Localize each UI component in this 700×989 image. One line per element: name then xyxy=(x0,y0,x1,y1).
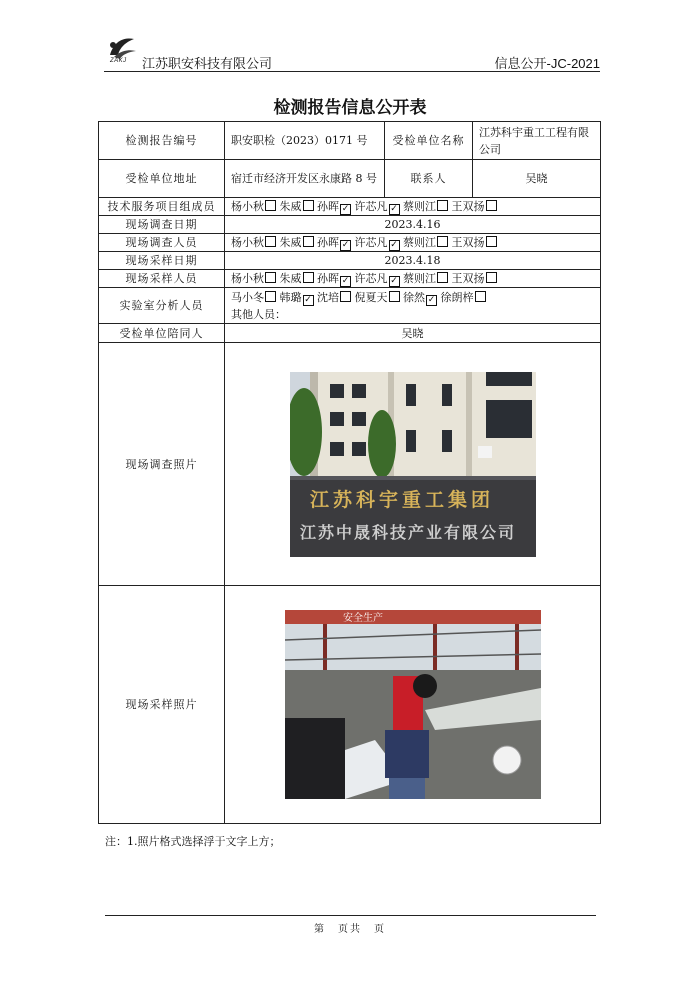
escort-label: 受检单位陪同人 xyxy=(99,324,225,343)
table-row xyxy=(99,160,601,198)
document-id: 信息公开-JC-2021 xyxy=(494,56,600,71)
table-row xyxy=(99,234,601,252)
survey-date-value: 2023.4.16 xyxy=(225,216,601,234)
report-no-label: 检测报告编号 xyxy=(99,122,225,160)
page-title: 检测报告信息公开表 xyxy=(273,98,427,118)
page-footer: 第 页共 页 xyxy=(314,924,386,935)
staff-name: 杨小秋 xyxy=(231,236,264,249)
staff-name: 朱威 xyxy=(279,272,302,285)
staff-name: 王双扬 xyxy=(451,272,485,285)
sample-photo-label: 现场采样照片 xyxy=(99,586,225,824)
staff-name: 马小冬 xyxy=(231,290,264,304)
survey-date-label: 现场调查日期 xyxy=(99,216,225,234)
empty-box-icon xyxy=(265,236,276,247)
table-row xyxy=(99,343,601,586)
table-row xyxy=(99,122,601,160)
checked-box-icon: ✓ xyxy=(304,294,312,305)
staff-name: 杨小秋 xyxy=(231,200,264,213)
contact-value: 吴晓 xyxy=(473,160,601,198)
footer-rule xyxy=(105,915,596,916)
empty-box-icon xyxy=(486,272,497,283)
staff-name: 倪夏天 xyxy=(354,290,388,304)
empty-box-icon xyxy=(486,236,497,247)
checked-box-icon: ✓ xyxy=(341,276,350,286)
staff-name: 朱威 xyxy=(279,200,302,213)
staff-name: 杨小秋 xyxy=(231,272,264,285)
empty-box-icon xyxy=(340,291,351,302)
staff-name: 徐然 xyxy=(403,290,425,304)
page-header xyxy=(104,30,600,70)
table-row xyxy=(99,324,601,343)
staff-name: 徐朗梓 xyxy=(440,290,474,304)
staff-name: 孙晖 xyxy=(317,272,339,285)
company-name: 江苏职安科技有限公司 xyxy=(142,57,273,72)
sample-date-label: 现场采样日期 xyxy=(99,252,225,270)
empty-box-icon xyxy=(303,236,314,247)
survey-staff xyxy=(225,234,601,252)
table-row xyxy=(99,198,601,216)
sample-photo xyxy=(285,610,541,799)
empty-box-icon xyxy=(437,200,448,211)
checked-box-icon: ✓ xyxy=(390,204,398,214)
lab-staff-cell xyxy=(225,288,601,324)
staff-name: 许芯凡 xyxy=(354,200,388,213)
staff-name: 蔡则江 xyxy=(403,236,436,249)
empty-box-icon xyxy=(437,236,448,247)
logo-text: ZAKJ xyxy=(110,58,127,64)
empty-box-icon xyxy=(437,272,448,283)
staff-name: 孙晖 xyxy=(317,236,339,249)
staff-name: 王双扬 xyxy=(451,200,485,213)
survey-photo-sign-2: 江苏中晟科技产业有限公司 xyxy=(299,522,516,542)
team-label: 技术服务项目组成员 xyxy=(99,198,225,216)
staff-name: 蔡则江 xyxy=(403,200,436,213)
checked-box-icon: ✓ xyxy=(341,240,350,250)
survey-photo-sign: 江苏科宇重工集团 xyxy=(309,488,494,511)
staff-name: 沈培 xyxy=(317,290,339,304)
table-row xyxy=(99,216,601,234)
empty-box-icon xyxy=(265,200,276,211)
staff-name: 王双扬 xyxy=(451,236,485,249)
address-label: 受检单位地址 xyxy=(99,160,225,198)
info-table xyxy=(98,121,601,824)
sample-staff-label: 现场采样人员 xyxy=(99,270,225,288)
table-row xyxy=(99,586,601,824)
checked-box-icon: ✓ xyxy=(390,276,398,286)
table-row xyxy=(99,270,601,288)
empty-box-icon xyxy=(475,291,486,302)
sample-photo-image xyxy=(285,610,541,799)
staff-name: 许芯凡 xyxy=(354,236,388,249)
lab-other: 其他人员： xyxy=(231,307,286,321)
staff-name: 韩璐 xyxy=(279,290,302,304)
staff-name: 朱威 xyxy=(279,236,302,249)
team-members xyxy=(225,198,601,216)
survey-staff-label: 现场调查人员 xyxy=(99,234,225,252)
empty-box-icon xyxy=(389,291,400,302)
checked-box-icon: ✓ xyxy=(341,204,350,214)
lab-label: 实验室分析人员 xyxy=(99,288,225,324)
unit-name-value: 江苏科宇重工工程有限公司 xyxy=(473,122,601,160)
table-row xyxy=(99,252,601,270)
survey-photo xyxy=(290,372,536,557)
unit-name-label: 受检单位名称 xyxy=(385,122,473,160)
staff-name: 许芯凡 xyxy=(354,272,388,285)
address-value: 宿迁市经济开发区永康路 8 号 xyxy=(225,160,385,198)
staff-name: 孙晖 xyxy=(317,200,339,213)
escort-value: 吴晓 xyxy=(225,324,601,343)
empty-box-icon xyxy=(486,200,497,211)
empty-box-icon xyxy=(303,200,314,211)
checked-box-icon: ✓ xyxy=(390,240,398,250)
sample-date-value: 2023.4.18 xyxy=(225,252,601,270)
report-no-value: 职安职检（2023）0171 号 xyxy=(225,122,385,160)
staff-name: 蔡则江 xyxy=(403,272,436,285)
sample-staff xyxy=(225,270,601,288)
sample-photo-banner: 安全生产 xyxy=(342,613,383,624)
empty-box-icon xyxy=(265,272,276,283)
empty-box-icon xyxy=(265,291,276,302)
survey-photo-label: 现场调查照片 xyxy=(99,343,225,586)
survey-photo-image xyxy=(290,372,536,557)
lab-staff xyxy=(231,289,594,306)
survey-photo-cell xyxy=(225,343,601,586)
contact-label: 联系人 xyxy=(385,160,473,198)
empty-box-icon xyxy=(303,272,314,283)
header-rule xyxy=(104,71,600,72)
checked-box-icon: ✓ xyxy=(427,294,436,305)
footnote: 注：1.照片格式选择浮于文字上方； xyxy=(105,835,281,848)
sample-photo-cell xyxy=(225,586,601,824)
table-row xyxy=(99,288,601,324)
